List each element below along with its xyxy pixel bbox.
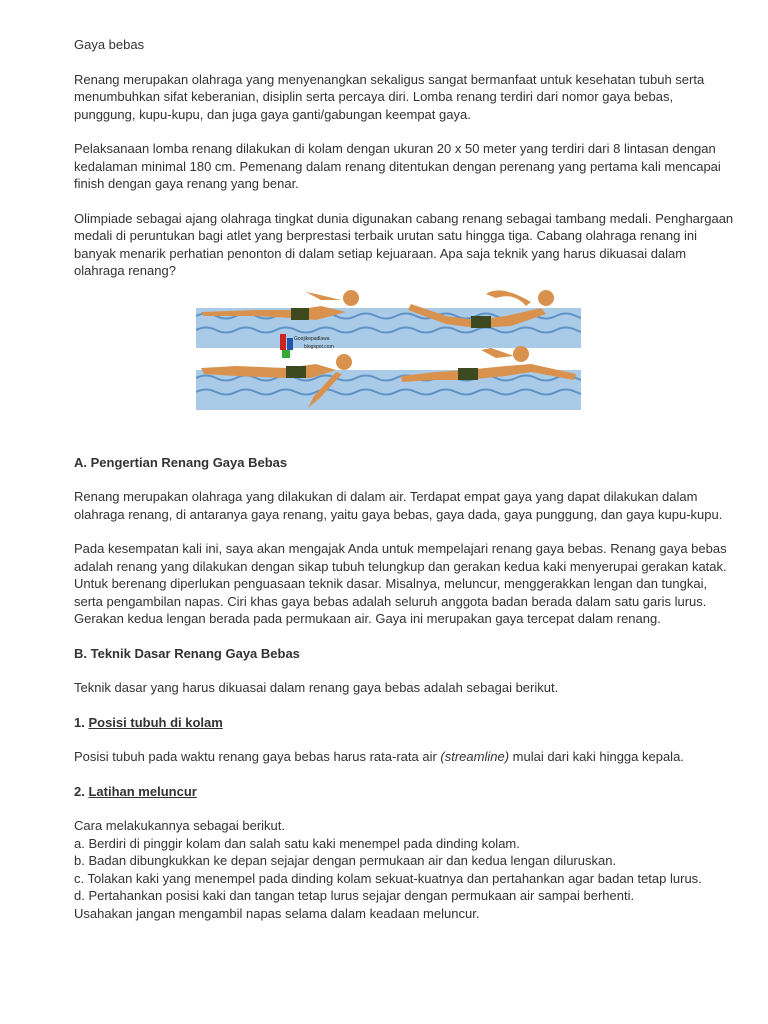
intro-paragraph-1: Renang merupakan olahraga yang menyenangkan sekaligus sangat bermanfaat untuk kesehatan tubuh serta menumbuhkan sifat keberanian, disiplin serta percaya diri. Lomba renang terdiri dari nomor gaya bebas, punggung, kupu-kupu, dan juga gaya ganti/gabungan keempat gaya.: [74, 71, 705, 122]
section-b-heading: B. Teknik Dasar Renang Gaya Bebas: [74, 645, 300, 661]
subsection-2-steps: [74, 817, 734, 922]
step-line: Usahakan jangan mengambil napas selama dalam keadaan meluncur.: [74, 905, 480, 921]
intro-paragraph-3: Olimpiade sebagai ajang olahraga tingkat dunia digunakan cabang renang sebagai tambang medali. Penghargaan medali di peruntukan bagi atlet yang berprestasi terbaik urutan satu hingga tiga. Cabang olahraga renang ini banyak menarik perhatian penonton di dalam setiap kejuaraan. Apa saja teknik yang harus dikuasai dalam olahraga renang?: [74, 210, 734, 278]
step-line: a. Berdiri di pinggir kolam dan salah satu kaki menempel pada dinding kolam.: [74, 835, 520, 851]
swimmers-image: [196, 286, 581, 429]
subsection-1-text-after: mulai dari kaki hingga kepala.: [509, 749, 684, 764]
subsection-2-title: Latihan meluncur: [88, 783, 197, 799]
step-line: b. Badan dibungkukkan ke depan sejajar dengan permukaan air dan kedua lengan diluruskan.: [74, 853, 617, 868]
subsection-1-heading: [74, 714, 734, 732]
section-b-intro: Teknik dasar yang harus dikuasai dalam renang gaya bebas adalah sebagai berikut.: [74, 680, 559, 695]
section-a-paragraph-2: Pada kesempatan kali ini, saya akan mengajak Anda untuk mempelajari renang gaya bebas. Renang gaya bebas adalah renang yang dilakukan dengan sikap tubuh telungkup dan gerakan kedua kaki menyerupai gerakan katak. Untuk berenang diperlukan penguasaan teknik dasar. Misalnya, meluncur, menggerakkan lengan dan tungkai, serta pengambilan napas. Ciri khas gaya bebas adalah seluruh anggota badan berada dalam satu garis lurus. Gerakan kedua lengan berada pada permukaan air. Gaya ini merupakan gaya tercepat dalam renang.: [74, 541, 727, 626]
intro-paragraph-2: Pelaksanaan lomba renang dilakukan di kolam dengan ukuran 20 x 50 meter yang terdiri dari 8 lintasan dengan kedalaman minimal 180 cm. Pemenang dalam renang ditentukan dengan perenang yang pertama kali mencapai finish dengan gaya renang yang benar.: [74, 141, 721, 191]
document-title: Gaya bebas: [74, 37, 145, 52]
subsection-1-text-before: Posisi tubuh pada waktu renang gaya bebas harus rata-rata air: [74, 749, 441, 764]
section-a-paragraph-1: Renang merupakan olahraga yang dilakukan di dalam air. Terdapat empat gaya yang dapat dilakukan dalam olahraga renang, di antaranya gaya renang, yaitu gaya bebas, gaya dada, gaya punggung, dan gaya kupu-kupu.: [74, 489, 723, 522]
subsection-2-number: 2.: [74, 783, 89, 799]
watermark-text-1: Goojikepadlawa: [294, 335, 330, 342]
subsection-2-heading: [74, 783, 734, 801]
subsection-1-text: [74, 748, 734, 766]
watermark-text-2: blogspot.com: [304, 343, 334, 350]
step-line: c. Tolakan kaki yang menempel pada dinding kolam sekuat-kuatnya dan pertahankan agar badan tetap lurus.: [74, 870, 702, 886]
step-line: d. Pertahankan posisi kaki dan tangan tetap lurus sejajar dengan permukaan air sampai berhenti.: [74, 888, 635, 903]
section-a-heading: A. Pengertian Renang Gaya Bebas: [74, 454, 288, 470]
freestyle-swimming-illustration: [196, 286, 581, 429]
subsection-1-title: Posisi tubuh di kolam: [88, 714, 223, 730]
step-line: Cara melakukannya sebagai berikut.: [74, 818, 286, 833]
subsection-1-text-italic: (streamline): [440, 749, 510, 764]
subsection-1-number: 1.: [74, 714, 89, 730]
